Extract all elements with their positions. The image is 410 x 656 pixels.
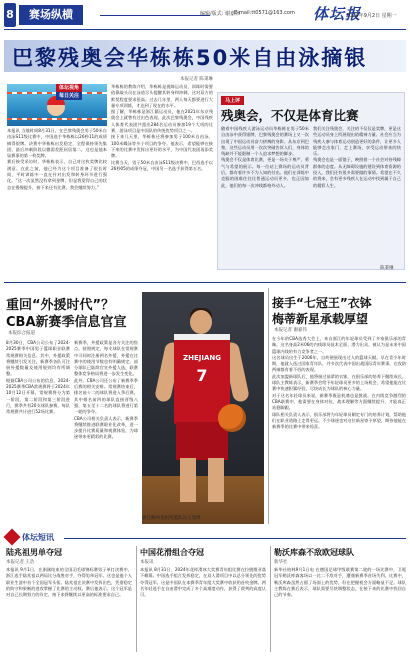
brief-section-rule — [64, 538, 406, 539]
editor-email: E-mail:tt0571@163.com — [234, 10, 295, 16]
cba-paragraph: 根据CBA公司公布的信息，2024-2025赛季CBA常规赛将于2024年10月12日开幕，常规赛将分为第一阶段、第二阶段和第三阶段进行，赛季共有20支球队参赛，每队常规赛共计进行52场比赛。 — [6, 377, 70, 415]
cba-headline-line1: 重回“外援时代”？ — [6, 298, 115, 313]
signing-body — [272, 336, 406, 522]
page-number: 8 — [4, 3, 16, 27]
photo-tag-viewpoint: 体坛视角 — [56, 84, 82, 92]
column-rule — [270, 546, 271, 652]
signing-paragraph: 对于这名年轻球员来说，新赛季既是机遇也是挑战。在内线竞争激烈的CBA联赛中，他需要在身体对抗、战术理解等方面继续提升，才能真正站稳脚跟。 — [272, 392, 406, 411]
issue-date: 2024年9月2日 星期一 — [346, 13, 397, 19]
commentary-paragraph: 残奥会也是一面镜子，映照着一个社会对待残障群体的态度。从无障碍设施的建设到体育资源的投入，我们还有很多需要做的事情。希望在不久的将来，会有更多残疾人在运动中找到属于自己的精彩人生。 — [313, 157, 401, 188]
commentary-tag: 马上评 — [221, 96, 244, 105]
cba-headline-line2: CBA新赛季信息官宣 — [6, 315, 127, 330]
commentary-author: 陈秉琳 — [380, 266, 394, 271]
commentary-paragraph: 随着中国残疾人游泳运动员华栋栋在男子50米自由泳中获得银牌，巴黎残奥会的赛场上又一次出现了中国运动员奋力拼搏的身影。从东京到巴黎，这些运动员用一次次突破告诉人们，身体的残缺并不能限制一个人追求梦想的脚步。 — [221, 126, 309, 157]
signing-paragraph: 此次加盟新球队后，他将接过前辈的衣钵，在俱乐部的培养下继续成长。球队主教练表示，新赛季会给予年轻球员更多的上场机会，希望他能在比赛中快速积累经验，尽快成长为球队的核心力量。 — [272, 373, 406, 392]
photo-caption: 浙江稠州金租男篮队员王奕博 — [142, 516, 201, 521]
signing-headline-line2: 梅蒂新星承载厚望 — [272, 312, 369, 326]
brief-byline: 本报讯 — [140, 560, 154, 565]
section-rule — [100, 15, 210, 16]
editor-credit: 编辑/版式: 谢嘉伟 — [200, 11, 240, 17]
cba-byline: 本报综合报道 — [8, 331, 35, 336]
commentary-col2 — [313, 126, 401, 262]
signing-byline: 本报记者 谢嘉伟 — [274, 328, 307, 333]
cba-paragraph: 8月30日，CBA公司公布了2024-2025赛季中国男子篮球职业联赛常规赛相关信息。其中，外援政策将继续引发关注，新赛季各队可注册外援数量及使用规则均有所调整。 — [6, 340, 70, 377]
lead-paragraph: 本报讯 当地时间8月31日，在巴黎残奥会男子50米自由泳S11级比赛中，中国选手华栋栋以26秒11的成绩摘得银牌。决赛中华栋栋出发稳定，全程保持领先集团，最后冲刺阶段以微弱差距屈居第二，这也是他本届赛事的第一枚奖牌。 — [7, 128, 107, 159]
brief-byline: 本报记者 王浩 — [6, 560, 35, 565]
cba-col2 — [74, 340, 138, 520]
brief-section-icon — [4, 529, 21, 546]
brief-headline: 勒沃库森不敌欧冠球队 — [274, 548, 354, 557]
brief-section-title: 体坛短讯 — [22, 533, 54, 542]
column-rule — [268, 288, 269, 524]
lead-body-col2 — [111, 84, 213, 270]
photo-tag-daily: 每日关注 — [56, 92, 82, 100]
lead-paragraph: 接下来几天里，华栋栋还将参加男子100米自由泳、100米蝶泳等多个项目的争夺。他表示，希望能够在接下来的比赛中发挥出更好的水平，为中国代表团再添奖牌。 — [111, 134, 213, 159]
newspaper-logo: 体坛报 — [313, 5, 362, 23]
lead-paragraph: 赛后接受采访时，华栋栋表示，自己对这枚奖牌比较满意。在此之前，他已经为这个项目准备了很长时间，平时训练中一直在针对出发和转身环节进行强化。“这一次虽然没有拿到金牌，但是我觉得自己的状态在慢慢提升，接下来还有比赛，我会继续努力。” — [7, 159, 107, 190]
jersey-number: 7 — [196, 366, 208, 385]
brief-body: 本报讯 9月1日，在刚刚结束的全国羽毛球锦标赛男子单打决赛中，浙江选手陆兆祖以两局比分战胜对手，夺得男单冠军。这也是他个人职业生涯中首个全国冠军头衔。陆兆祖在决赛中发挥出色，凭借稳定的防守和果断的进攻掌握了比赛的主动权。赛后他表示，这个冠军是对自己长期努力的肯定，接下来将继续以更高的标准要求自己。 — [6, 567, 132, 598]
section-tag: 赛场纵横 — [19, 5, 83, 25]
brief-byline: 新华社 — [274, 560, 288, 565]
lead-paragraph: 华栋栋的教练介绍，华栋栋是视障运动员，训练时需要依靠敲头员在泳道尽头提醒其转身和冲刺，这对双方的默契程度要求很高。过去几年里，两人每天都要进行大量专项训练，才达到了现在的水平。 — [111, 84, 213, 108]
cba-paragraph: 此外，CBA公司还公布了新赛季季后赛的相关安排。常规赛结束后，排名前十二的球队将进入季后赛，其中排名前四的球队直接晋级八强，第五至十二名的球队将进行第一轮的争夺。 — [74, 377, 138, 415]
page-header — [0, 0, 410, 30]
column-rule — [136, 546, 137, 652]
section-divider — [4, 282, 406, 283]
brief-body: 本报讯 8月31日，2024年花样滑冰大奖赛青年组比赛在拉脱维亚落下帷幕。中国选手组合发挥稳定，在双人滑项目中以总分领先的优势夺得冠军。这是中国队在本赛季青年组大奖赛中收获的首枚金牌。两名年轻选手在自由滑中完成了多个高难度动作，获得了裁判的高度认可。 — [140, 567, 266, 598]
cba-paragraph: 新赛季，外援政策是各方关注的焦点。按照规定，每支球队在常规赛中可同时注册两名外援，外援在比赛中的使用节数也有明确规定。部分球队已陆续官宣外援人选，联赛整体竞争格局将进一步发生变化。 — [74, 340, 138, 377]
brief-body: 新华社柏林9月1日电 在德国足球甲级联赛第二轮的一场比赛中，卫冕冠军勒沃库森客场以一比二不敌对手，遭遇新赛季首场失利。比赛中，勒沃库森虽然占据了场面上的优势，但在把握机会方面略显不足。球队主教练在赛后表示，球队需要尽快调整状态，在接下来的比赛中找回自己的节奏。 — [274, 567, 406, 598]
brief-headline: 陆兆祖男单夺冠 — [6, 548, 62, 557]
header-rule — [4, 29, 406, 30]
lead-byline: 本报记者 陈秉琳 — [180, 77, 213, 82]
signing-paragraph: 这名球员出生于2006年，自幼便展现出过人的篮球天赋。早在青少年时期，他就入选过国家青年队，并多次代表中国出战国际青年赛事，在攻防两端都有着不俗的表现。 — [272, 354, 406, 373]
player-photo — [142, 292, 264, 524]
lead-body-col1 — [7, 128, 107, 270]
signing-paragraph: 在今年的CBA选秀大会上，来自浙江的年轻球员受到了多家俱乐部的青睐。这名身高2米06的内线球员技术全面、潜力出众，被认为是未来中国篮球内线的有力竞争者之一。 — [272, 336, 406, 354]
brief-headline: 中国花滑组合夺冠 — [140, 548, 204, 557]
lead-headline-banner — [4, 40, 406, 72]
signing-paragraph: 球队相关负责人表示，俱乐部将为年轻球员制定专门的培养计划，帮助他们在职业道路上走得更远。不少球迷也对这位新星寄予厚望，期待他能在新赛季的比赛中带来惊喜。 — [272, 411, 406, 430]
signing-headline-line1: 接手“七冠王”衣钵 — [272, 296, 372, 310]
commentary-paragraph: 我们关注残奥会，关注的不仅仅是奖牌，更是这些运动员身上所展现出的精神力量。社会应当为残疾人参与体育运动创造更好的条件，让更多人能够走出家门、走上赛场，享受运动带来的快乐。 — [313, 126, 401, 157]
cba-paragraph: CBA公司相关负责人表示，新赛季将继续推进联赛职业化改革，进一步提升比赛质量和观赛体验，为球迷带来更精彩的比赛。 — [74, 415, 138, 440]
commentary-col1 — [221, 126, 309, 262]
lead-headline: 巴黎残奥会华栋栋50米自由泳摘银 — [12, 46, 368, 70]
basketball-icon — [218, 404, 246, 432]
commentary-paragraph: 残奥会不仅是体育比赛，更是一场关于尊严、勇气与希望的展示。每一位站上赛场的运动员背后，都有着许多不为人知的付出。他们在训练中克服的困难往往比普通运动员更多，也正因如此，他们的每一次冲线都格外动人。 — [221, 157, 309, 188]
lead-paragraph: 比赛当天，男子50米自由泳S11级决赛中，巴西选手以26秒05的成绩夺冠，中国另一名选手获得第五名。 — [111, 159, 213, 171]
lead-paragraph: 据了解，华栋栋是浙江籍运动员，他在2021年东京残奥会上就曾有过出色表现。此次巴黎残奥会，中国残疾人体育代表团共派出284名运动员参加19个大项的比赛，游泳项目是中国队的传统优势项目之一。 — [111, 109, 213, 134]
cba-col1 — [6, 340, 70, 520]
commentary-title: 残奥会，不仅是体育比赛 — [221, 108, 359, 123]
jersey-team: ZHEJIANG — [183, 354, 221, 362]
